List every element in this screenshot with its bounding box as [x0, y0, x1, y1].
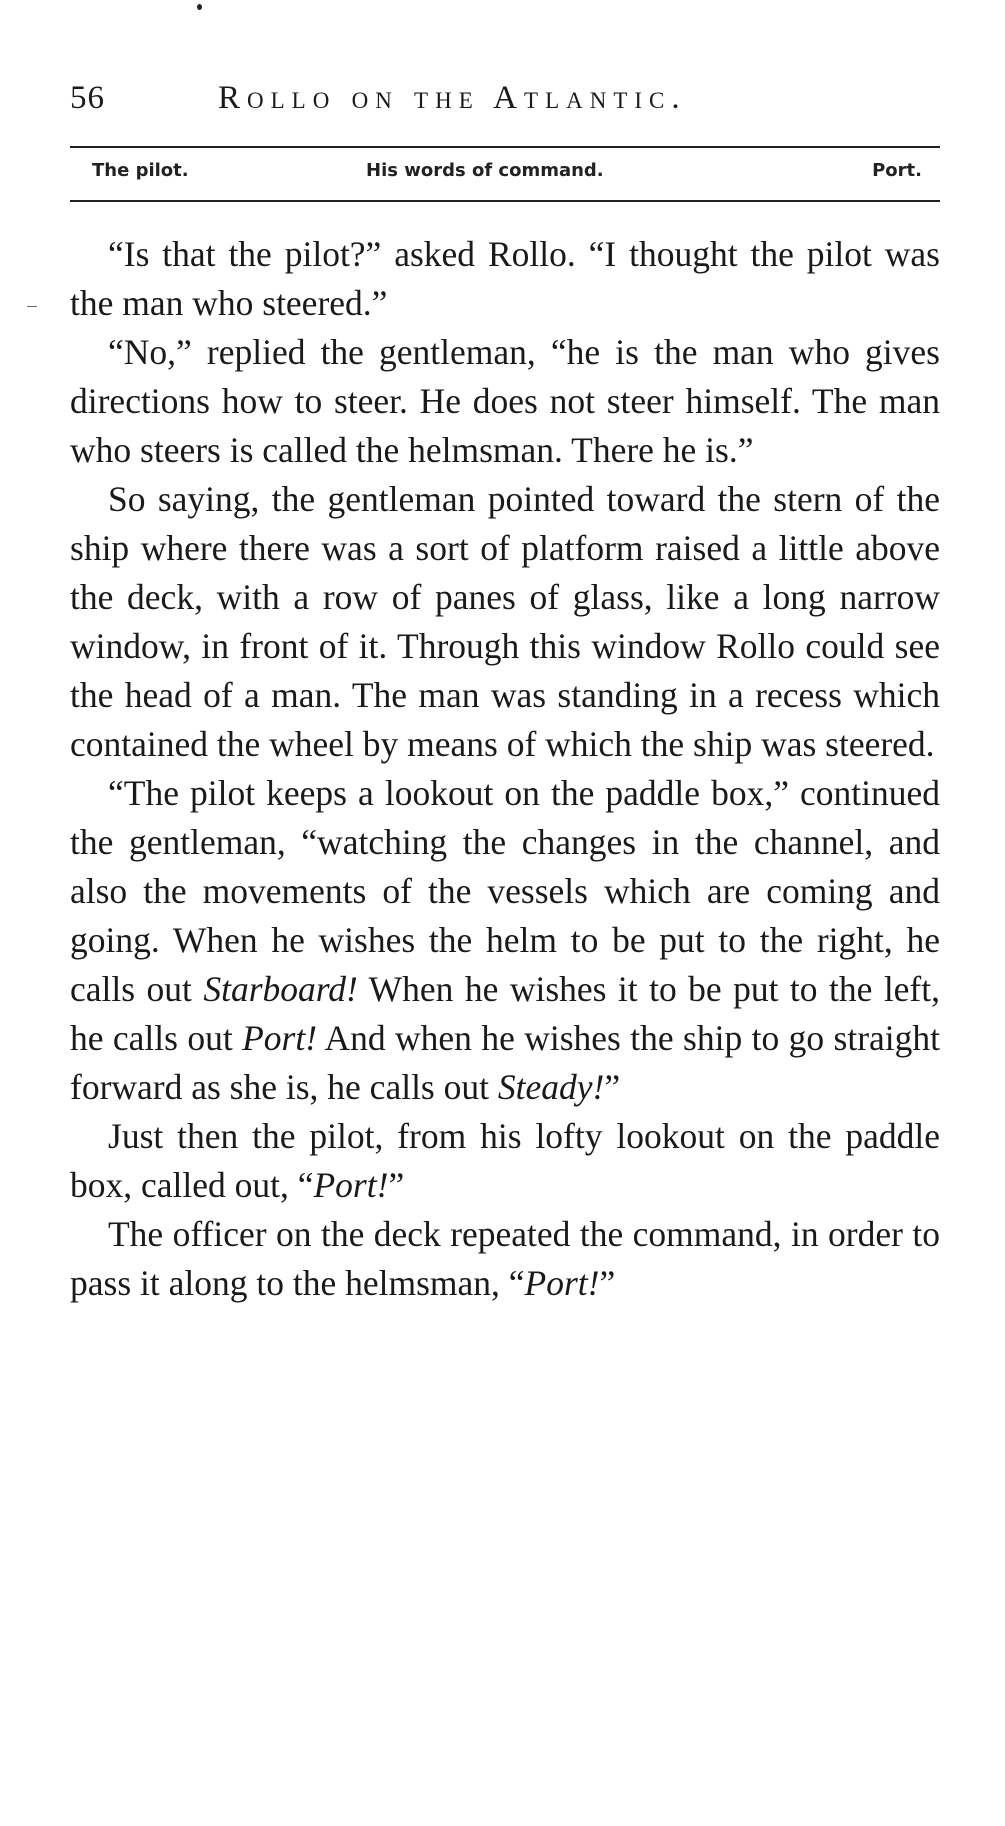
paragraph-5: Just then the pilot, from his lofty lookout on the paddle box, called out, “Port!”	[70, 1116, 940, 1205]
page-body	[70, 230, 940, 1308]
paragraph-6: The officer on the deck repeated the command, in order to pass it along to the helmsman, “Port!”	[70, 1214, 940, 1303]
topic-left: The pilot.	[92, 160, 189, 181]
running-title: Rollo on the Atlantic.	[218, 80, 687, 116]
italic-port: Port!	[524, 1263, 600, 1303]
topic-center: His words of command.	[366, 160, 604, 181]
running-head	[70, 80, 940, 130]
italic-port: Port!	[313, 1165, 389, 1205]
paragraph-1: “Is that the pilot?” asked Rollo. “I thought the pilot was the man who steered.”	[70, 234, 940, 323]
topic-right: Port.	[872, 160, 922, 181]
italic-starboard: Starboard!	[203, 969, 358, 1009]
paragraph-2: “No,” replied the gentleman, “he is the man who gives directions how to steer. He does not steer himself. The man who steers is called the helmsman. There he is.”	[70, 332, 940, 470]
italic-port: Port!	[242, 1018, 318, 1058]
topic-line	[92, 160, 922, 192]
paragraph-4: “The pilot keeps a lookout on the paddle box,” continued the gentleman, “watching the changes in the channel, and also the movements of the vessels which are coming and going. When he wishes the helm to be put to the right, he calls out Starboard! When he wishes it to be put to the left, he calls out Port! And when he wishes the ship to go straight forward as she is, he calls out Steady!”	[70, 773, 940, 1107]
header-rule-bottom	[70, 200, 940, 202]
paragraph-3: So saying, the gentleman pointed toward the stern of the ship where there was a sort of platform raised a little above the deck, with a row of panes of glass, like a long narrow window, in front of it. Through this window Rollo could see the head of a man. The man was standing in a recess which contained the wheel by means of which the ship was steered.	[70, 479, 940, 764]
italic-steady: Steady!	[497, 1067, 605, 1107]
page-number: 56	[70, 80, 105, 116]
header-rule-top	[70, 146, 940, 148]
ink-speck	[197, 4, 202, 10]
margin-mark	[27, 306, 37, 307]
